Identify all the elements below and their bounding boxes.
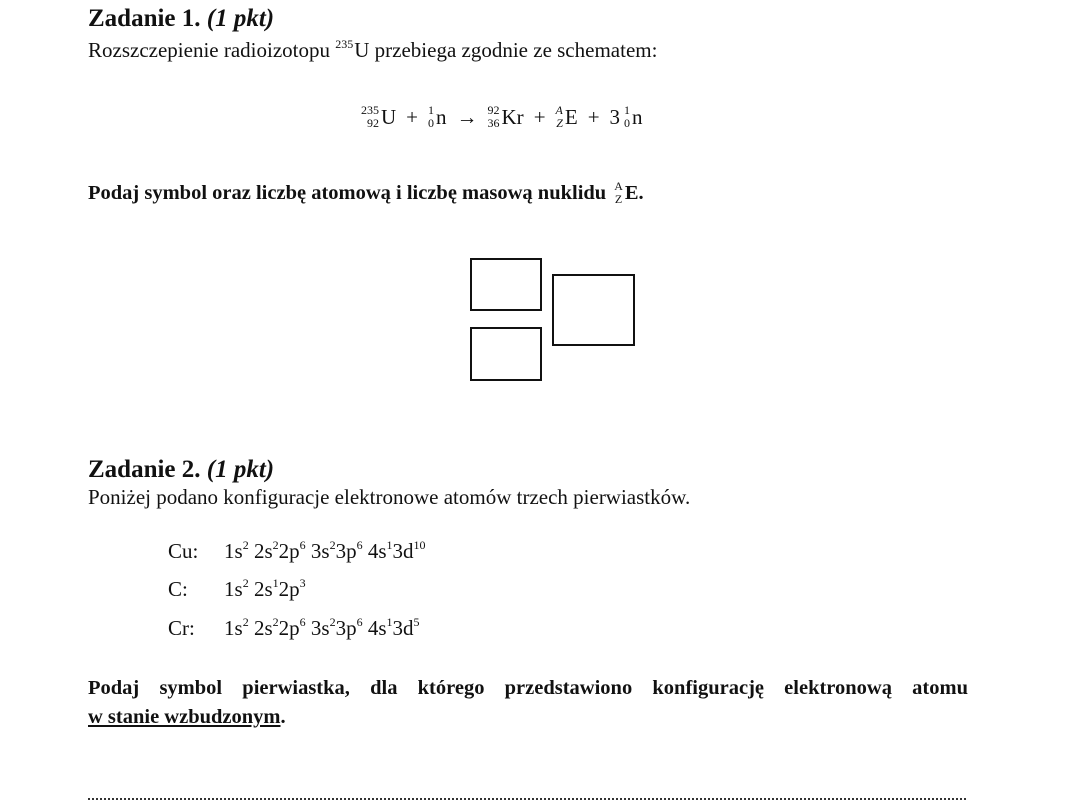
nuclide-neutrons-product (624, 104, 643, 130)
config-row-cu (168, 538, 426, 563)
unknown-symbol: E (564, 104, 578, 129)
electron-count: 2 (329, 615, 336, 629)
electron-count: 1 (386, 615, 393, 629)
electron-count: 6 (299, 538, 306, 552)
instruction-nuclide-mass: A (614, 179, 623, 193)
uranium-atomic-number: 92 (367, 116, 379, 130)
orbital: 1s (224, 539, 243, 563)
config-label: Cr: (168, 616, 195, 640)
orbital: 2s (253, 577, 273, 601)
nuclear-equation (361, 104, 643, 130)
task1-points: (1 pkt) (206, 5, 275, 32)
neutron-mass-number: 1 (428, 103, 435, 117)
symbol-answer-box[interactable] (552, 274, 635, 346)
equation-plus: + (533, 104, 546, 129)
orbital: 2p (278, 539, 300, 563)
config-label: C: (168, 577, 188, 601)
task1-intro-text-end: przebiega zgodnie ze schematem: (374, 38, 658, 62)
task2-intro: Poniżej podano konfiguracje elektronowe atomów trzech pierwiastków. (88, 485, 691, 509)
task2-points: (1 pkt) (206, 456, 275, 483)
unknown-mass-number: A (555, 103, 563, 117)
orbital: 3p (335, 539, 357, 563)
nuclide-neutron (428, 104, 447, 130)
orbital: 3s (310, 616, 330, 640)
orbital: 3d (392, 539, 414, 563)
equation-plus: + (406, 104, 419, 129)
task1-instruction-period: . (638, 181, 644, 204)
neutron-product-mass-number: 1 (624, 103, 631, 117)
electron-count: 2 (242, 538, 249, 552)
task2-instruction-line1: Podaj symbol pierwiastka, dla którego przedstawiono konfigurację elektronową atomu (88, 677, 968, 699)
orbital: 1s (224, 577, 243, 601)
krypton-symbol: Kr (501, 104, 524, 129)
orbital: 4s (367, 616, 387, 640)
electron-count: 1 (386, 538, 393, 552)
electron-count: 2 (242, 615, 249, 629)
instruction-nuclide-symbol: E (624, 181, 639, 204)
uranium-mass-number: 235 (361, 103, 379, 117)
task1-instruction-text: Podaj symbol oraz liczbę atomową i liczbę masową nuklidu (88, 181, 607, 204)
neutron-coefficient: 3 (609, 104, 621, 129)
answer-dotted-line[interactable] (88, 798, 966, 800)
uranium-symbol: U (381, 104, 397, 129)
orbital: 4s (367, 539, 387, 563)
config-row-c (168, 576, 306, 601)
mass-number-answer-box[interactable] (470, 258, 542, 311)
task1-intro (88, 38, 657, 61)
instruction-nuclide-atomic: Z (614, 192, 623, 206)
nuclide-unknown-e (556, 104, 578, 130)
atomic-number-answer-box[interactable] (470, 327, 542, 381)
task2-instruction-emphasis: w stanie wzbudzonym (88, 706, 281, 728)
task1-intro-text: Rozszczepienie radioizotopu (88, 38, 330, 62)
electron-count: 10 (413, 538, 426, 552)
electron-count: 2 (272, 615, 279, 629)
task1-heading-label: Zadanie 1. (88, 5, 201, 32)
config-label: Cu: (168, 539, 199, 563)
electron-count: 2 (329, 538, 336, 552)
config-row-cr (168, 615, 420, 640)
electron-count: 1 (272, 576, 279, 590)
krypton-mass-number: 92 (487, 103, 500, 117)
orbital: 1s (224, 616, 243, 640)
neutron-product-symbol: n (632, 104, 643, 129)
unknown-atomic-number: Z (556, 116, 563, 130)
orbital: 3s (310, 539, 330, 563)
electron-count: 3 (299, 576, 306, 590)
neutron-symbol: n (436, 104, 447, 129)
instruction-nuclide (614, 180, 638, 206)
electron-count: 5 (413, 615, 420, 629)
task2-heading-label: Zadanie 2. (88, 456, 201, 483)
task2-instruction-period: . (280, 706, 286, 728)
task2-heading (88, 457, 274, 482)
nuclide-uranium (361, 104, 396, 130)
nuclide-krypton (488, 104, 524, 130)
reaction-arrow-icon: → (456, 104, 478, 129)
orbital: 3d (392, 616, 414, 640)
task1-instruction (88, 180, 644, 206)
neutron-atomic-number: 0 (428, 116, 435, 130)
electron-count: 6 (356, 615, 363, 629)
electron-count: 2 (272, 538, 279, 552)
equation-plus: + (587, 104, 600, 129)
neutron-product-atomic-number: 0 (624, 116, 631, 130)
orbital: 2p (278, 577, 300, 601)
electron-count: 6 (356, 538, 363, 552)
task1-heading (88, 6, 274, 31)
task1-intro-isotope-mass: 235 (335, 37, 354, 51)
task2-instruction-line2 (88, 707, 286, 728)
orbital: 2s (253, 616, 273, 640)
orbital: 2s (253, 539, 273, 563)
electron-count: 6 (299, 615, 306, 629)
electron-count: 2 (242, 576, 249, 590)
krypton-atomic-number: 36 (487, 116, 500, 130)
orbital: 2p (278, 616, 300, 640)
orbital: 3p (335, 616, 357, 640)
task1-intro-isotope-symbol: U (354, 38, 370, 62)
